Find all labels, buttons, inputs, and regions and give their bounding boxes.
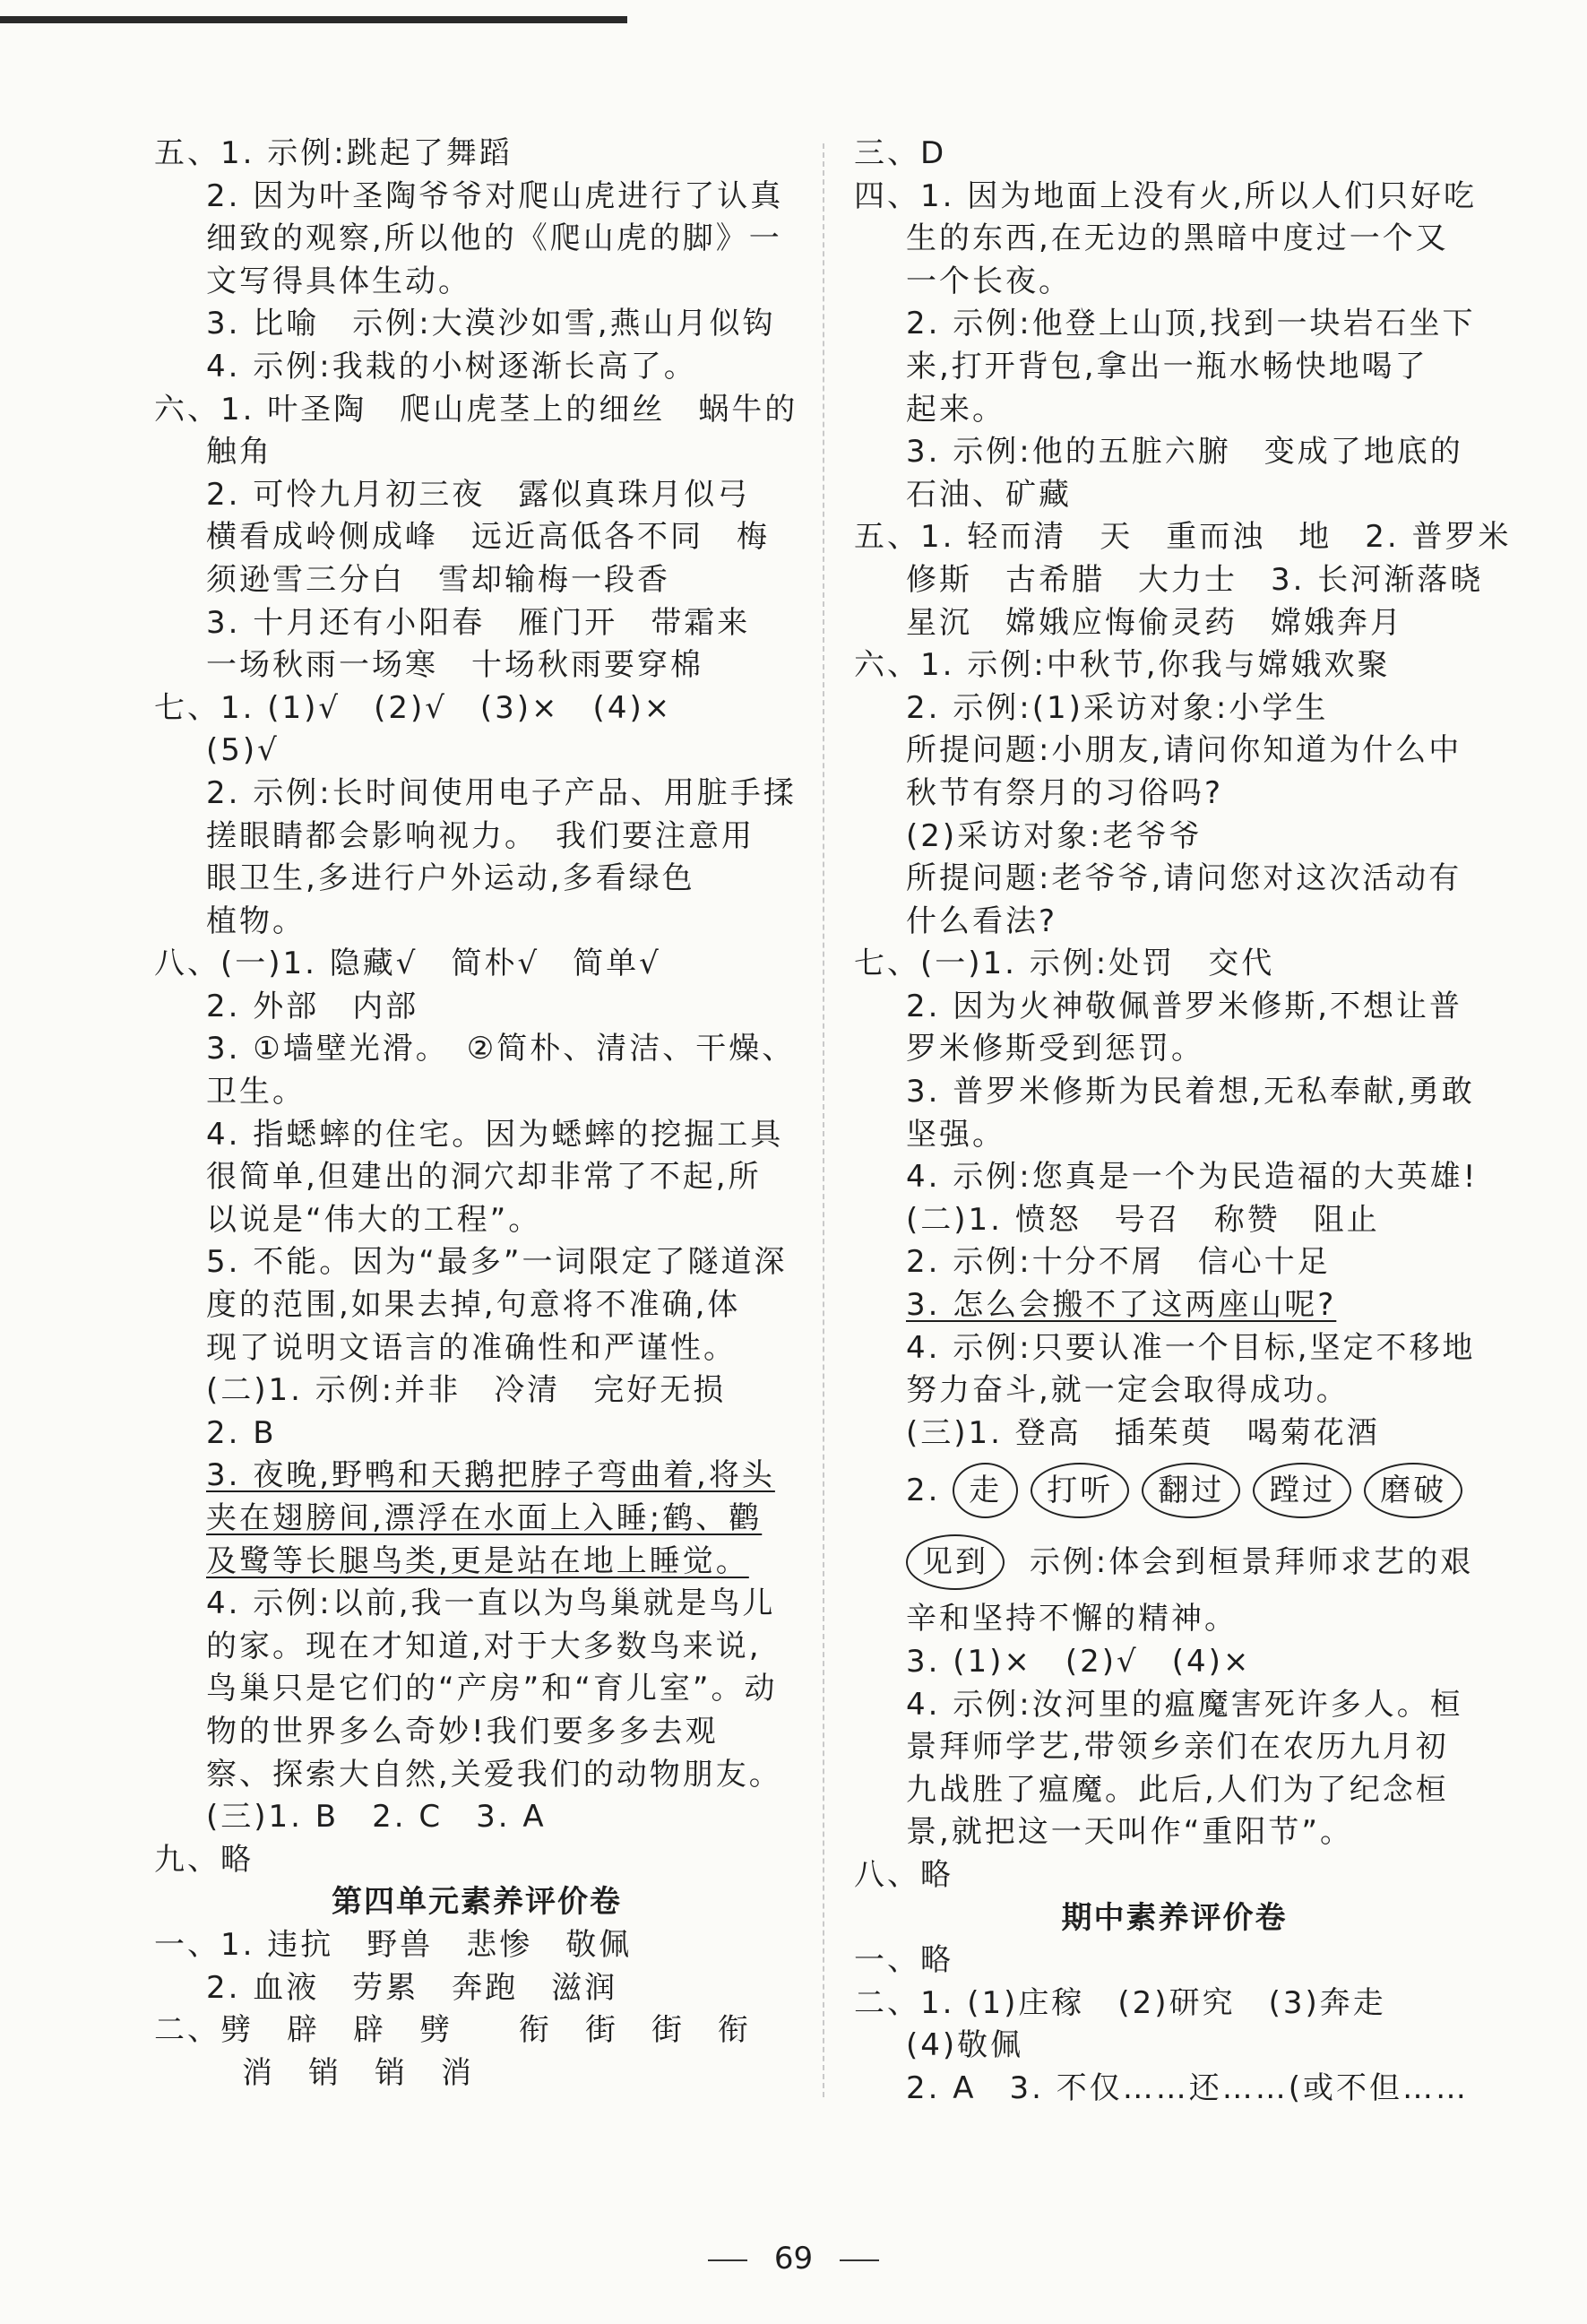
answer-text: 坚强。 bbox=[906, 1116, 1005, 1153]
answer-text: 九、略 bbox=[154, 1841, 254, 1878]
answer-line bbox=[854, 1811, 1495, 1854]
answer-line bbox=[854, 1769, 1495, 1812]
answer-text: 4. 指蟋蟀的住宅。因为蟋蟀的挖掘工具 bbox=[206, 1116, 784, 1153]
answer-line bbox=[154, 261, 799, 304]
answer-line bbox=[854, 133, 1495, 176]
page-number-footer bbox=[0, 2241, 1587, 2276]
answer-line bbox=[854, 1284, 1495, 1327]
answer-text: 2. 可怜九月初三夜 露似真珠月似弓 bbox=[206, 476, 751, 513]
answer-text: (三)1. B 2. C 3. A bbox=[206, 1799, 547, 1836]
answer-text: 景,就把这一天叫作“重阳节”。 bbox=[906, 1814, 1354, 1851]
answer-line bbox=[854, 1028, 1495, 1071]
answer-text: 六、1. 叶圣陶 爬山虎茎上的细丝 蜗牛的 bbox=[154, 391, 798, 428]
answer-text: 4. 示例:以前,我一直以为鸟巢就是鸟儿 bbox=[206, 1585, 776, 1622]
answer-text: 所提问题:小朋友,请问你知道为什么中 bbox=[906, 732, 1462, 769]
answer-line bbox=[854, 1369, 1495, 1413]
answer-line bbox=[854, 1071, 1495, 1114]
answer-text: 2. B bbox=[206, 1414, 277, 1451]
answer-text: 4. 示例:只要认准一个目标,坚定不移地 bbox=[906, 1329, 1476, 1366]
answer-text: 很简单,但建出的洞穴却非常了不起,所 bbox=[206, 1159, 762, 1196]
answer-line bbox=[154, 1284, 799, 1327]
answer-line bbox=[154, 474, 799, 517]
answer-text: 卫生。 bbox=[206, 1074, 306, 1110]
answer-line bbox=[854, 1114, 1495, 1157]
footer-dash bbox=[708, 2259, 747, 2261]
answer-text: 察、探索大自然,关爱我们的动物朋友。 bbox=[206, 1756, 782, 1793]
answer-text: 横看成岭侧成峰 远近高低各不同 梅 bbox=[206, 519, 770, 556]
answer-text: 来,打开背包,拿出一瓶水畅快地喝了 bbox=[906, 348, 1428, 384]
circled-word: 翻过 bbox=[1142, 1463, 1240, 1518]
answer-text: 九战胜了瘟魔。此后,人们为了纪念桓 bbox=[906, 1771, 1449, 1808]
answer-text: (二)1. 示例:并非 冷清 完好无损 bbox=[206, 1372, 727, 1409]
answer-line bbox=[154, 176, 799, 219]
answer-text: 什么看法? bbox=[906, 903, 1058, 939]
answer-text: 起来。 bbox=[906, 391, 1005, 428]
answer-line bbox=[154, 2052, 799, 2095]
answer-text: 3. ①墙壁光滑。 ②简朴、清洁、干燥、 bbox=[206, 1031, 796, 1067]
answer-line bbox=[854, 346, 1495, 389]
answer-text: 搓眼睛都会影响视力。 我们要注意用 bbox=[206, 817, 755, 854]
answer-line bbox=[154, 1327, 799, 1370]
footer-dash bbox=[840, 2259, 879, 2261]
answer-text: 3. 比喻 示例:大漠沙如雪,燕山月似钩 bbox=[206, 306, 776, 342]
answer-text: 七、(一)1. 示例:处罚 交代 bbox=[854, 946, 1275, 982]
circled-word: 见到 bbox=[906, 1534, 1005, 1590]
answer-line bbox=[854, 516, 1512, 559]
answer-text: 2. 外部 内部 bbox=[206, 988, 419, 1024]
answer-line bbox=[854, 431, 1495, 474]
answer-line bbox=[154, 1541, 799, 1584]
answer-line bbox=[854, 687, 1495, 730]
answer-text: 所提问题:老爷爷,请问您对这次活动有 bbox=[906, 860, 1462, 897]
answer-line bbox=[154, 1668, 799, 1711]
section-heading bbox=[154, 1881, 799, 1924]
answer-line bbox=[154, 1498, 799, 1541]
section-heading bbox=[854, 1897, 1495, 1940]
answer-line bbox=[154, 516, 799, 559]
answer-text: 眼卫生,多进行户外运动,多看绿色 bbox=[206, 860, 695, 897]
answer-line bbox=[854, 1641, 1495, 1684]
answer-line bbox=[854, 1854, 1495, 1897]
answer-text: 3. 示例:他的五脏六腑 变成了地底的 bbox=[906, 434, 1463, 471]
answer-line bbox=[154, 1114, 799, 1157]
answer-text: 星沉 嫦娥应悔偷灵药 嫦娥奔月 bbox=[906, 604, 1403, 641]
answer-line bbox=[154, 1839, 799, 1882]
right-answer-column bbox=[854, 133, 1512, 2111]
answer-line bbox=[154, 559, 799, 602]
answer-text: 2. 因为火神敬佩普罗米修斯,不想让普 bbox=[906, 988, 1463, 1024]
answer-line bbox=[854, 1983, 1495, 2026]
answer-text: 五、1. 轻而清 天 重而浊 地 2. 普罗米 bbox=[854, 519, 1512, 556]
answer-line bbox=[154, 1455, 799, 1498]
answer-line bbox=[154, 133, 799, 176]
answer-line bbox=[854, 474, 1495, 517]
answer-text: 细致的观察,所以他的《爬山虎的脚》一 bbox=[206, 220, 782, 257]
answer-line bbox=[154, 431, 799, 474]
answer-text: 生的东西,在无边的黑暗中度过一个又 bbox=[906, 220, 1449, 257]
left-answer-column bbox=[154, 133, 799, 2095]
answer-line bbox=[854, 218, 1495, 261]
answer-text: 的家。现在才知道,对于大多数鸟来说, bbox=[206, 1628, 762, 1664]
answer-line bbox=[854, 602, 1495, 645]
answer-text: 八、(一)1. 隐藏√ 简朴√ 简单√ bbox=[154, 946, 661, 982]
answer-line bbox=[854, 901, 1495, 944]
answer-text: 鸟巢只是它们的“产房”和“育儿室”。动 bbox=[206, 1671, 778, 1707]
answer-line bbox=[854, 1199, 1495, 1242]
answer-text: 物的世界多么奇妙!我们要多多去观 bbox=[206, 1713, 719, 1749]
answer-line bbox=[154, 1413, 799, 1456]
answer-line bbox=[154, 1199, 799, 1242]
answer-line bbox=[154, 644, 799, 687]
answer-line bbox=[154, 816, 799, 859]
answer-line bbox=[854, 389, 1495, 432]
answer-line bbox=[854, 644, 1495, 687]
oval-row-prefix: 2. bbox=[906, 1473, 941, 1509]
answer-text: 景拜师学艺,带领乡亲们在农历九月初 bbox=[906, 1729, 1449, 1766]
answer-text: 努力奋斗,就一定会取得成功。 bbox=[906, 1372, 1350, 1409]
answer-text: 一场秋雨一场寒 十场秋雨要穿棉 bbox=[206, 647, 703, 684]
answer-text: 六、1. 示例:中秋节,你我与嫦娥欢聚 bbox=[854, 647, 1391, 684]
answer-text: 五、1. 示例:跳起了舞蹈 bbox=[154, 135, 513, 171]
answer-line bbox=[854, 2068, 1495, 2111]
answer-text: 石油、矿藏 bbox=[906, 476, 1072, 513]
answer-line bbox=[854, 730, 1495, 773]
answer-text: 罗米修斯受到惩罚。 bbox=[906, 1031, 1204, 1067]
circled-word: 走 bbox=[953, 1463, 1018, 1518]
answer-text: 辛和坚持不懈的精神。 bbox=[906, 1601, 1238, 1637]
answer-text: 七、1. (1)√ (2)√ (3)× (4)× bbox=[154, 689, 673, 726]
circled-word: 蹚过 bbox=[1253, 1463, 1351, 1518]
answer-text: 消 销 销 消 bbox=[242, 2054, 474, 2091]
answer-line bbox=[154, 986, 799, 1029]
answer-line bbox=[854, 559, 1495, 602]
answer-line bbox=[154, 1754, 799, 1797]
answer-text: 八、略 bbox=[854, 1856, 953, 1893]
answer-text: (三)1. 登高 插茱萸 喝菊花酒 bbox=[906, 1414, 1380, 1451]
answer-text: 3. 夜晚,野鸭和天鹅把脖子弯曲着,将头 bbox=[206, 1457, 775, 1494]
answer-text: 须逊雪三分白 雪却输梅一段香 bbox=[206, 561, 670, 598]
answer-text: 二、劈 辟 辟 劈 衔 街 街 衔 bbox=[154, 2012, 751, 2049]
answer-text: 二、1. (1)庄稼 (2)研究 (3)奔走 bbox=[854, 1984, 1386, 2021]
answer-text: 一、1. 违抗 野兽 悲惨 敬佩 bbox=[154, 1926, 633, 1963]
answer-line bbox=[154, 943, 799, 986]
answer-line bbox=[154, 346, 799, 389]
answer-text: 以说是“伟大的工程”。 bbox=[206, 1201, 542, 1238]
answer-line bbox=[854, 1156, 1495, 1199]
answer-text: 秋节有祭月的习俗吗? bbox=[906, 774, 1224, 811]
answer-text: 2. 示例:他登上山顶,找到一块岩石坐下 bbox=[906, 306, 1476, 342]
answer-line bbox=[854, 1241, 1495, 1284]
answer-text: 2. 示例:(1)采访对象:小学生 bbox=[906, 689, 1329, 726]
answer-line bbox=[154, 1711, 799, 1754]
circled-word: 磨破 bbox=[1364, 1463, 1462, 1518]
answer-text: 文写得具体生动。 bbox=[206, 263, 471, 299]
answer-text: 3. 十月还有小阳春 雁门开 带霜来 bbox=[206, 604, 751, 641]
answer-line bbox=[154, 602, 799, 645]
answer-text: 期中素养评价卷 bbox=[1061, 1899, 1288, 1936]
answer-line bbox=[854, 303, 1495, 346]
answer-text: 四、1. 因为地面上没有火,所以人们只好吃 bbox=[854, 177, 1478, 214]
answer-text: 4. 示例:我栽的小树逐渐长高了。 bbox=[206, 348, 697, 384]
answer-line bbox=[154, 303, 799, 346]
answer-line bbox=[154, 1796, 799, 1839]
answer-text: 2. 因为叶圣陶爷爷对爬山虎进行了认真 bbox=[206, 177, 784, 214]
answer-line bbox=[154, 1626, 799, 1669]
answer-line bbox=[854, 943, 1495, 986]
answer-text: (5)√ bbox=[206, 732, 280, 769]
answer-text: 5. 不能。因为“最多”一词限定了隧道深 bbox=[206, 1244, 788, 1281]
answer-text: 第四单元素养评价卷 bbox=[332, 1884, 622, 1921]
answer-line bbox=[154, 1583, 799, 1626]
answer-line: 示例:体会到桓景拜师求艺的艰 bbox=[1029, 1544, 1474, 1581]
top-rule bbox=[0, 16, 627, 23]
answer-text: 植物。 bbox=[206, 903, 306, 939]
answer-text: 3. 怎么会搬不了这两座山呢? bbox=[906, 1287, 1337, 1324]
answer-line bbox=[854, 261, 1495, 304]
answer-line bbox=[154, 389, 799, 432]
answer-text: 修斯 古希腊 大力士 3. 长河渐落晓 bbox=[906, 561, 1484, 598]
answer-line bbox=[154, 1241, 799, 1284]
answer-text: 度的范围,如果去掉,句意将不准确,体 bbox=[206, 1287, 741, 1324]
answer-text: 2. 示例:长时间使用电子产品、用脏手揉 bbox=[206, 774, 797, 811]
answer-text: (4)敬佩 bbox=[906, 2027, 1024, 2064]
answer-line bbox=[154, 1369, 799, 1413]
answer-text: 三、D bbox=[854, 135, 947, 171]
answer-text: 及鹭等长腿鸟类,更是站在地上睡觉。 bbox=[206, 1542, 749, 1579]
answer-text: 2. A 3. 不仅……还……(或不但…… bbox=[906, 2069, 1470, 2106]
answer-line bbox=[154, 1156, 799, 1199]
answer-text: 3. (1)× (2)√ (4)× bbox=[906, 1644, 1252, 1680]
answer-line bbox=[854, 1598, 1495, 1641]
answer-text: (二)1. 愤怒 号召 称赞 阻止 bbox=[906, 1201, 1380, 1238]
answer-line bbox=[154, 1028, 799, 1071]
page-number: 69 bbox=[773, 2241, 814, 2276]
answer-text: 4. 示例:汝河里的瘟魔害死许多人。桓 bbox=[906, 1686, 1463, 1723]
answer-line bbox=[154, 1967, 799, 2010]
answer-line bbox=[154, 1071, 799, 1114]
answer-line bbox=[854, 773, 1495, 816]
answer-line bbox=[854, 1940, 1495, 1983]
answer-line bbox=[854, 1684, 1495, 1727]
answer-text: 夹在翅膀间,漂浮在水面上入睡;鹤、鹳 bbox=[206, 1500, 763, 1536]
circled-word: 打听 bbox=[1031, 1463, 1129, 1518]
answer-text: 现了说明文语言的准确性和严谨性。 bbox=[206, 1329, 737, 1366]
answer-line bbox=[854, 2025, 1495, 2068]
answer-line bbox=[154, 687, 799, 730]
answer-line bbox=[854, 1327, 1495, 1370]
column-divider bbox=[823, 143, 824, 2097]
answer-line bbox=[154, 2009, 799, 2052]
oval-answer-row-2 bbox=[854, 1526, 1495, 1598]
answer-text: 触角 bbox=[206, 434, 272, 471]
answer-text: 一个长夜。 bbox=[906, 263, 1072, 299]
answer-text: 3. 普罗米修斯为民着想,无私奉献,勇敢 bbox=[906, 1074, 1475, 1110]
answer-line bbox=[854, 176, 1495, 219]
answer-line bbox=[154, 1924, 799, 1967]
answer-text: 一、略 bbox=[854, 1942, 953, 1979]
answer-text: 2. 示例:十分不屑 信心十足 bbox=[906, 1244, 1331, 1281]
answer-text: 2. 血液 劳累 奔跑 滋润 bbox=[206, 1969, 618, 2006]
answer-line bbox=[854, 986, 1495, 1029]
answer-line bbox=[854, 1413, 1495, 1456]
answer-line bbox=[854, 816, 1495, 859]
answer-line bbox=[154, 218, 799, 261]
answer-line bbox=[154, 901, 799, 944]
answer-line bbox=[854, 1726, 1495, 1769]
answer-text: 4. 示例:您真是一个为民造福的大英雄! bbox=[906, 1159, 1479, 1196]
answer-line bbox=[154, 773, 799, 816]
answer-text: (2)采访对象:老爷爷 bbox=[906, 817, 1203, 854]
answer-line bbox=[154, 730, 799, 773]
oval-answer-row bbox=[854, 1455, 1495, 1526]
answer-line bbox=[854, 858, 1495, 901]
answer-line bbox=[154, 858, 799, 901]
